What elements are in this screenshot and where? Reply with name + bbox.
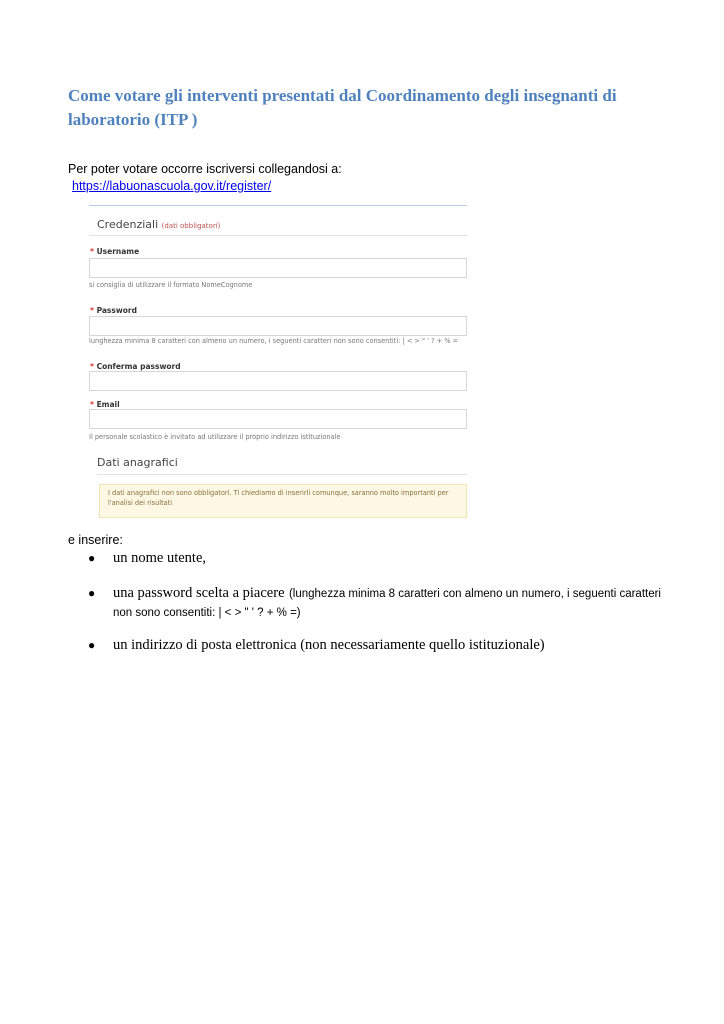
email-input[interactable]	[89, 409, 467, 429]
password-label: * Password	[90, 306, 137, 315]
list-item: ● una password scelta a piacere (lunghezza minima 8 caratteri con almeno un numero, i seguenti caratteri non sono consentiti: | < > " ' ? + % =)	[88, 585, 661, 619]
username-input[interactable]	[89, 258, 467, 278]
anagrafici-heading: Dati anagrafici	[97, 456, 178, 469]
requirements-list	[88, 548, 668, 655]
document-title: Come votare gli interventi presentati dal Coordinamento degli insegnanti di laboratorio (ITP )	[68, 86, 617, 129]
form-top-border	[89, 205, 467, 206]
credentials-heading: Credenziali (dati obbligatori)	[97, 218, 221, 231]
anagrafici-divider	[97, 474, 467, 475]
password-input[interactable]	[89, 316, 467, 336]
register-link[interactable]: https://labuonascuola.gov.it/register/	[72, 179, 272, 193]
password-help: lunghezza minima 8 caratteri con almeno un numero, i seguenti caratteri non sono consentiti: | < > " ' ? + % =	[89, 337, 459, 345]
credentials-divider	[89, 235, 467, 236]
username-help: si consiglia di utilizzare il formato NomeCognome	[89, 281, 253, 289]
confirm-password-input[interactable]	[89, 371, 467, 391]
confirm-password-label: * Conferma password	[90, 362, 181, 371]
list-item: ● un indirizzo di posta elettronica (non necessariamente quello istituzionale)	[88, 637, 545, 653]
email-help: Il personale scolastico è invitato ad utilizzare il proprio indirizzo istituzionale	[89, 433, 341, 441]
bullet-icon: ●	[88, 586, 96, 600]
bullet-icon: ●	[88, 551, 96, 565]
email-label: * Email	[90, 400, 120, 409]
list-item: ● un nome utente,	[88, 550, 207, 566]
anagrafici-notice: I dati anagrafici non sono obbligatori. Ti chiediamo di inserirli comunque, saranno molto importanti per l'analisi dei risultati	[99, 484, 467, 518]
credentials-subtitle: (dati obbligatori)	[161, 222, 221, 230]
bullet-icon: ●	[88, 638, 96, 652]
intro-text: Per poter votare occorre iscriversi collegandosi a:	[68, 162, 342, 176]
username-label: * Username	[90, 247, 140, 256]
after-text: e inserire:	[68, 533, 123, 547]
registration-form-screenshot	[85, 204, 467, 520]
